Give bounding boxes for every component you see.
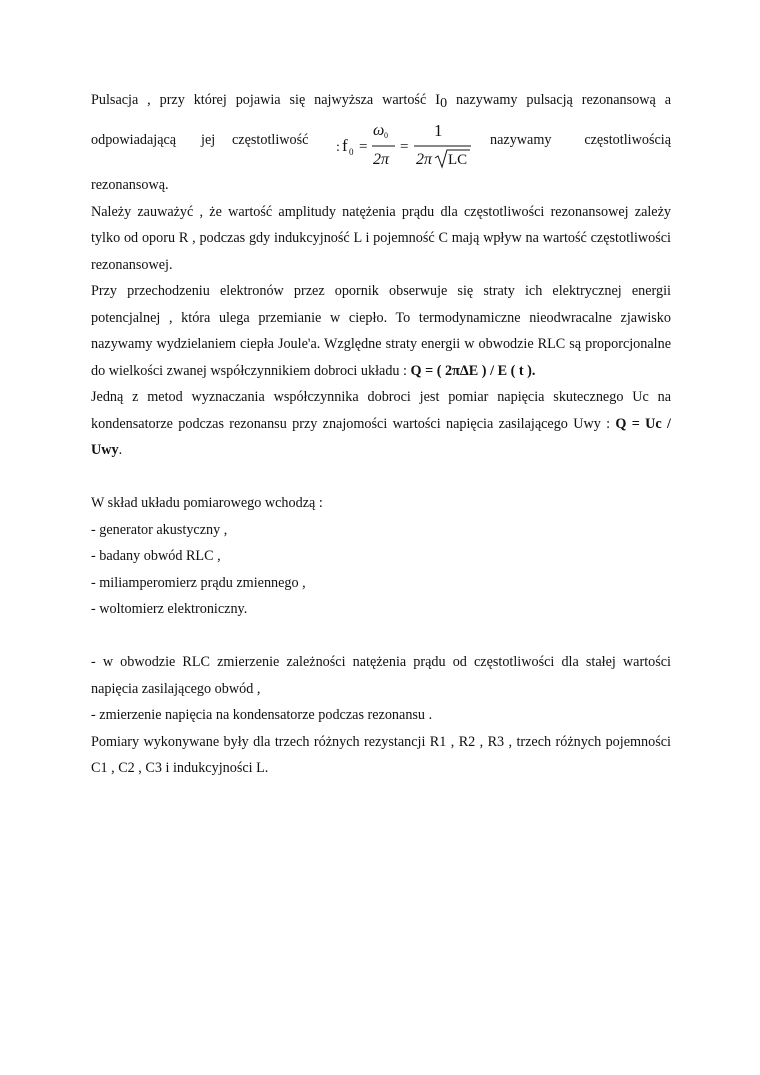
formula-svg xyxy=(336,118,476,174)
spacer-2 xyxy=(91,623,671,650)
task-1: - w obwodzie RLC zmierzenie zależności natężenia prądu od częstotliwości dla stałej wartości napięcia zasilającego obwód , xyxy=(91,654,671,697)
formula-radicand: LC xyxy=(448,152,468,168)
setup-item: - generator akustyczny , xyxy=(91,521,228,538)
word-nazywamy: nazywamy xyxy=(490,132,552,148)
formula-omega-sub: 0 xyxy=(384,131,388,140)
word-odpowiadajaca: odpowiadającą xyxy=(91,132,177,148)
first-line xyxy=(91,87,671,117)
task-2: - zmierzenie napięcia na kondensatorze podczas rezonansu . xyxy=(91,707,433,723)
quality-factor-voltage-formula: Q = Uc / Uwy xyxy=(91,415,671,458)
formula-colon: : xyxy=(336,140,340,155)
paragraph-4-end: . xyxy=(118,442,123,458)
formula-equals-2: = xyxy=(400,139,409,155)
word-czestotliwosc: częstotliwość xyxy=(232,132,309,148)
final-paragraph: Pomiary wykonywane były dla trzech różnych rezystancji R1 , R2 , R3 , trzech różnych pojemności C1 , C2 , C3 i indukcyjności L. xyxy=(91,733,671,776)
line1-before: Pulsacja , przy której pojawia się najwyższa wartość xyxy=(91,92,427,108)
paragraph-4-text: Jedną z metod wyznaczania współczynnika dobroci jest pomiar napięcia skutecznego Uc na kondensatorze podczas rezonansu przy znajomości wartości napięcia zasilającego Uwy : xyxy=(91,389,671,432)
current-symbol-subscript: 0 xyxy=(440,96,448,111)
setup-item: - woltomierz elektroniczny. xyxy=(91,601,248,617)
quality-factor-formula: Q = ( 2πΔE ) / E ( t ). xyxy=(410,362,536,379)
word-czestotliwoscia: częstotliwością xyxy=(584,132,671,148)
current-symbol xyxy=(435,92,448,111)
formula-lhs-sub: 0 xyxy=(349,147,354,157)
formula-lhs: f xyxy=(342,136,348,155)
body-text xyxy=(91,172,671,782)
current-symbol-letter: I xyxy=(435,92,441,108)
paragraph-3-text: Przy przechodzeniu elektronów przez opornik obserwuje się straty ich elektrycznej energii potencjalnej , która ulega przemianie w ciepło. To termodynamiczne nieodwracalne zjawisko nazywamy wydzielaniem ciepła Joule'a. Względne straty energii w obwodzie RLC są proporcjonalne do wielkości zwanej współczynnikiem dobroci układu : xyxy=(91,283,671,379)
formula-den1: 2π xyxy=(373,151,390,168)
formula-line xyxy=(91,118,671,174)
spacer-1 xyxy=(91,464,671,491)
setup-item: - badany obwód RLC , xyxy=(91,548,221,564)
formula-omega: ω xyxy=(373,122,385,139)
setup-intro: W skład układu pomiarowego wchodzą : xyxy=(91,495,323,511)
paragraph-1-end: rezonansową. xyxy=(91,177,169,193)
setup-item: - miliamperomierz prądu zmiennego , xyxy=(91,574,306,591)
line1-after: nazywamy pulsacją rezonansową a xyxy=(456,92,671,108)
paragraph-3 xyxy=(91,278,671,384)
formula-den2-prefix: 2π xyxy=(416,151,433,168)
paragraph-4 xyxy=(91,384,671,464)
formula-equals-1: = xyxy=(359,139,368,155)
formula-one: 1 xyxy=(434,121,443,140)
paragraph-2: Należy zauważyć , że wartość amplitudy natężenia prądu dla częstotliwości rezonansowej zależy tylko od oporu R , podczas gdy indukcyjność L i pojemność C mają wpływ na wartość częstotliwości rezonansowej. xyxy=(91,203,671,273)
resonance-formula xyxy=(336,118,476,174)
word-jej: jej xyxy=(201,132,216,148)
